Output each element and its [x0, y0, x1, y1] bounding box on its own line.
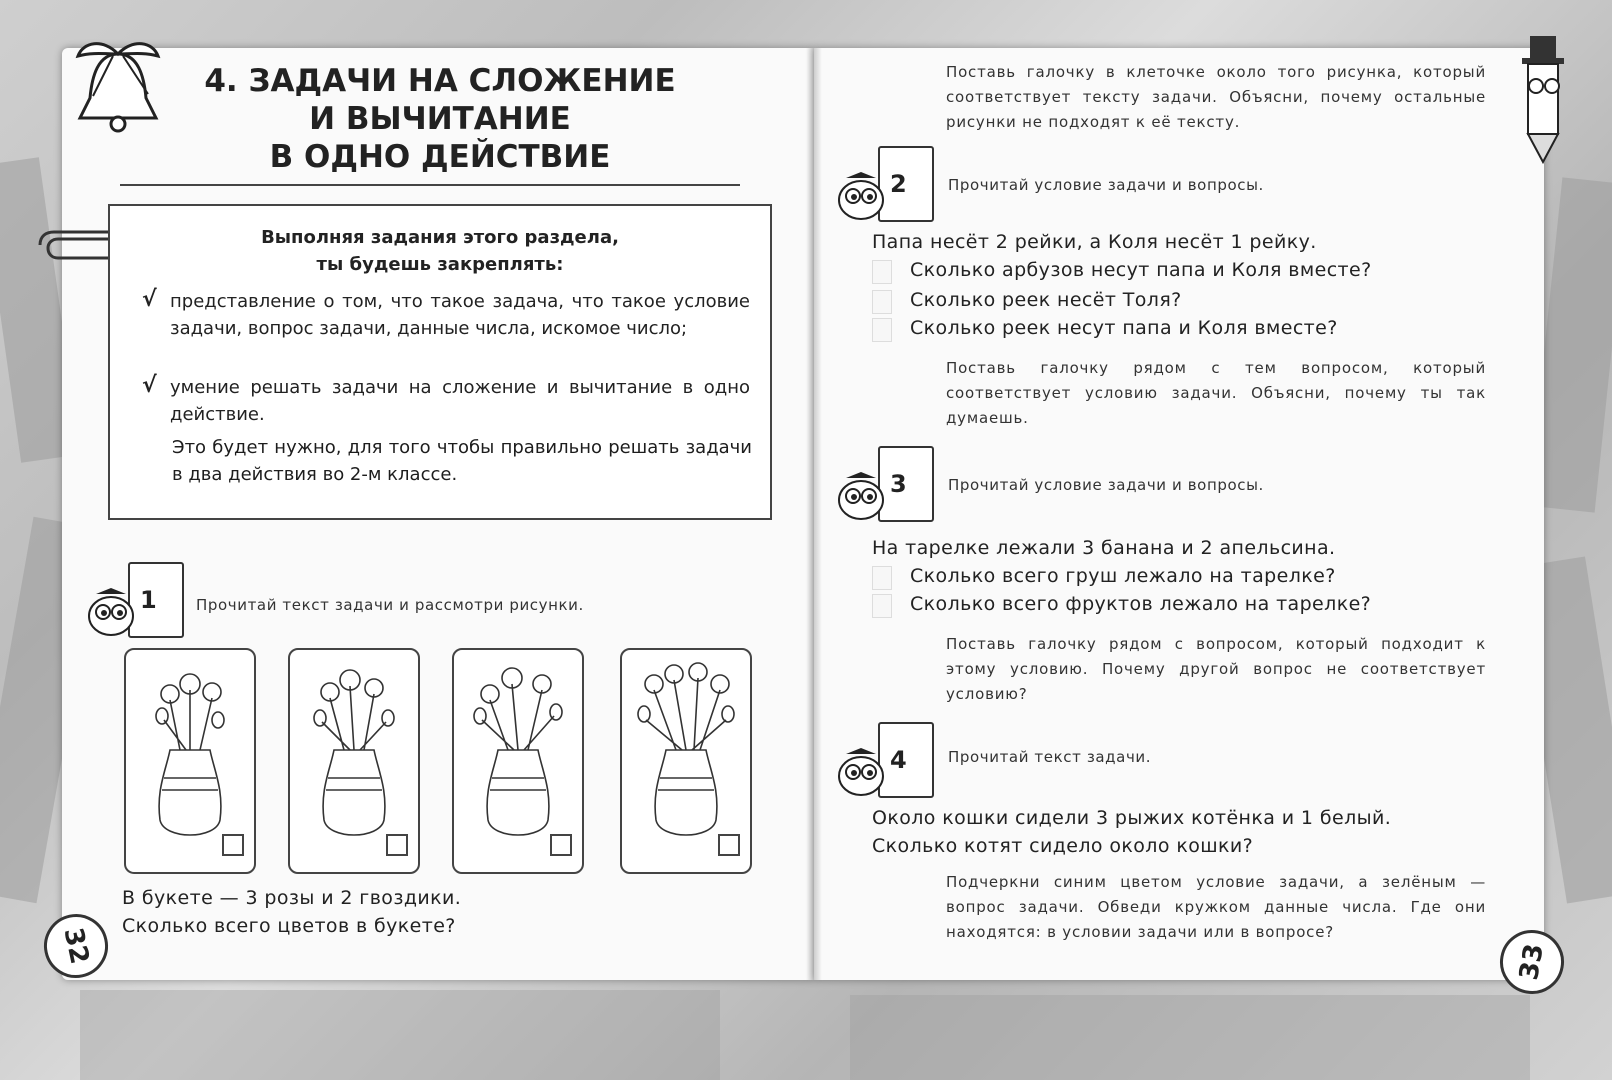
task1-instruction: Прочитай текст задачи и рассмотри рисунки. — [196, 596, 584, 614]
task3-note: Поставь галочку рядом с вопросом, который подходит к этому условию. Почему другой вопрос не соответствует условию? — [946, 635, 1486, 703]
question-checkbox[interactable] — [872, 318, 892, 342]
pencil-mascot-icon — [1508, 36, 1578, 166]
scroll-title-line-2: ты будешь закреплять: — [316, 254, 564, 275]
owl-mascot-icon — [834, 472, 888, 520]
goal-bullet — [142, 287, 750, 342]
task-number: 1 — [140, 586, 157, 614]
page-number-right: 33 — [1495, 925, 1569, 999]
answer-checkbox[interactable] — [550, 834, 572, 856]
page-number-left: 32 — [38, 908, 114, 984]
heading-divider — [120, 184, 740, 186]
task-badge-1 — [84, 560, 194, 640]
goal-text: умение решать задачи на сложение и вычитание в одно действие. — [170, 377, 750, 425]
goal-text: представление о том, что такое задача, что такое условие задачи, вопрос задачи, данные числа, искомое число; — [170, 291, 750, 339]
heading-line-2: И ВЫЧИТАНИЕ — [309, 101, 571, 137]
task4-instruction: Прочитай текст задачи. — [948, 748, 1152, 766]
task-number: 4 — [890, 746, 907, 774]
answer-checkbox[interactable] — [386, 834, 408, 856]
scroll-note: Это будет нужно, для того чтобы правильно решать задачи в два действия во 2-м классе. — [172, 437, 752, 485]
answer-checkbox[interactable] — [718, 834, 740, 856]
task-number: 3 — [890, 470, 907, 498]
task1-note: Поставь галочку в клеточке около того рисунка, который соответствует тексту задачи. Объясни, почему остальные рисунки не подходят к её тексту. — [946, 63, 1486, 131]
check-mark-icon: √ — [142, 373, 157, 398]
question-checkbox[interactable] — [872, 290, 892, 314]
book-gutter — [806, 48, 822, 980]
scroll-title — [110, 224, 770, 278]
vase-picture-4 — [620, 648, 752, 874]
scroll-title-line-1: Выполняя задания этого раздела, — [261, 227, 619, 248]
check-mark-icon: √ — [142, 287, 157, 312]
owl-mascot-icon — [834, 172, 888, 220]
task4-story — [872, 804, 1391, 860]
task3-question: Сколько всего фруктов лежало на тарелке? — [910, 593, 1372, 615]
story-line: Сколько всего цветов в букете? — [122, 915, 456, 937]
task2-question: Сколько арбузов несут папа и Коля вместе? — [910, 259, 1372, 281]
vase-picture-1 — [124, 648, 256, 874]
vase-picture-2 — [288, 648, 420, 874]
story-line: В букете — 3 розы и 2 гвоздики. — [122, 887, 462, 909]
question-checkbox[interactable] — [872, 260, 892, 284]
section-heading — [150, 62, 730, 176]
task2-question: Сколько реек несёт Толя? — [910, 289, 1182, 311]
section-goals-scroll — [108, 204, 772, 520]
task2-story: Папа несёт 2 рейки, а Коля несёт 1 рейку. — [872, 231, 1317, 253]
heading-line-3: В ОДНО ДЕЙСТВИЕ — [269, 139, 611, 175]
task2-instruction: Прочитай условие задачи и вопросы. — [948, 176, 1264, 194]
owl-mascot-icon — [84, 588, 138, 636]
task4-note: Подчеркни синим цветом условие задачи, а зелёным — вопрос задачи. Обведи кружком данные числа. Где они находятся: в условии задачи или в вопросе? — [946, 873, 1486, 941]
goal-bullet — [142, 373, 750, 428]
task1-story — [122, 884, 461, 940]
task-number: 2 — [890, 170, 907, 198]
question-checkbox[interactable] — [872, 566, 892, 590]
task-badge-3 — [834, 444, 944, 524]
task3-question: Сколько всего груш лежало на тарелке? — [910, 565, 1336, 587]
task2-note: Поставь галочку рядом с тем вопросом, который соответствует условию задачи. Объясни, почему ты так думаешь. — [946, 359, 1486, 427]
task2-question: Сколько реек несут папа и Коля вместе? — [910, 317, 1338, 339]
task3-story: На тарелке лежали 3 банана и 2 апельсина. — [872, 537, 1336, 559]
question-checkbox[interactable] — [872, 594, 892, 618]
owl-mascot-icon — [834, 748, 888, 796]
story-line: Около кошки сидели 3 рыжих котёнка и 1 белый. — [872, 807, 1392, 829]
task-badge-2 — [834, 144, 944, 224]
answer-checkbox[interactable] — [222, 834, 244, 856]
task-badge-4 — [834, 720, 944, 800]
story-line: Сколько котят сидело около кошки? — [872, 835, 1254, 857]
task3-instruction: Прочитай условие задачи и вопросы. — [948, 476, 1264, 494]
heading-line-1: 4. ЗАДАЧИ НА СЛОЖЕНИЕ — [204, 63, 676, 99]
vase-picture-3 — [452, 648, 584, 874]
